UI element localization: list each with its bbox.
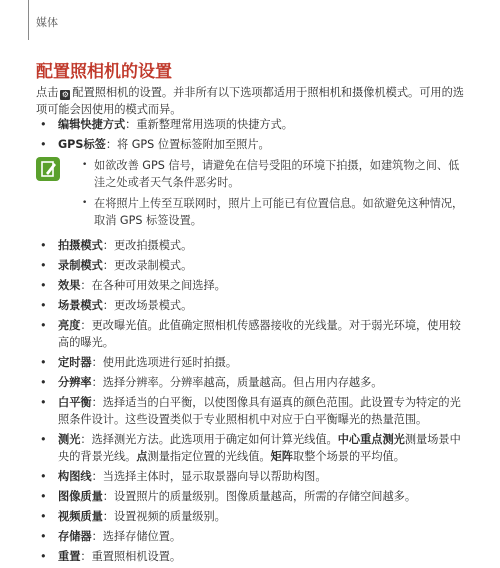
note-block [36, 157, 466, 229]
item-desc: ：选择分辨率。分辨率越高，质量越高。但占用内存越多。 [91, 376, 383, 389]
intro-prefix: 点击 [36, 86, 59, 99]
item-desc: ：更改拍摄模式。 [102, 239, 193, 252]
item-desc: ：在各种可用效果之间选择。 [80, 279, 226, 292]
item-desc: ：选择测光方法。此选项用于确定如何计算光线值。 [80, 433, 338, 446]
item-term: 中心重点测光 [337, 433, 405, 446]
list-item [36, 136, 466, 153]
list-item [36, 431, 466, 465]
item-term: 编辑快捷方式 [58, 118, 126, 131]
item-desc: ：更改曝光值。此值确定照相机传感器接收的光线量。对于弱光环境，使用较高的曝光。 [58, 319, 461, 349]
item-term: 拍摄模式 [58, 239, 103, 252]
item-term: 定时器 [58, 356, 92, 369]
list-item [36, 116, 466, 133]
header-divider [28, 0, 29, 40]
list-item [36, 317, 466, 351]
gear-icon: ⚙ [61, 90, 69, 99]
item-term: 图像质量 [58, 490, 103, 503]
item-desc: ：当选择主体时，显示取景器向导以帮助构图。 [91, 470, 327, 483]
section-label: 媒体 [36, 16, 58, 29]
note-item: • 在将照片上传至互联网时，照片上可能已有位置信息。如欲避免这种情况，取消 GPS 标签设置。 [80, 195, 466, 229]
item-term: 构图线 [58, 470, 92, 483]
list-item [36, 394, 466, 428]
item-desc: ：选择存储位置。 [91, 530, 182, 543]
item-desc: ：选择适当的白平衡，以使图像具有逼真的颜色范围。此设置专为特定的光照条件设计。这些设置类似于专业照相机中对应于白平衡曝光的热量范围。 [58, 396, 461, 426]
list-item [36, 374, 466, 391]
item-desc: ：使用此选项进行延时拍摄。 [91, 356, 238, 369]
list-item [36, 468, 466, 485]
item-term: 场景模式 [58, 299, 103, 312]
intro-paragraph [36, 84, 466, 118]
item-desc: 取整个场景的平均值。 [293, 450, 405, 463]
list-item [36, 277, 466, 294]
settings-list [36, 116, 466, 568]
item-term: 存储器 [58, 530, 92, 543]
list-item [36, 354, 466, 371]
note-pencil-icon [36, 157, 60, 181]
list-item [36, 508, 466, 525]
list-item [36, 548, 466, 565]
list-item [36, 488, 466, 505]
item-desc: ：设置视频的质量级别。 [102, 510, 226, 523]
item-term: 点 [136, 450, 148, 463]
item-desc: ：更改场景模式。 [102, 299, 193, 312]
item-term: 重置 [58, 550, 81, 563]
item-term: GPS标签 [58, 138, 106, 151]
list-item [36, 237, 466, 254]
item-term: 效果 [58, 279, 81, 292]
item-term: 白平衡 [58, 396, 92, 409]
list-item [36, 528, 466, 545]
item-desc: ：将 GPS 位置标签附加至照片。 [105, 138, 270, 151]
list-item [36, 297, 466, 314]
item-desc: ：更改录制模式。 [102, 259, 193, 272]
item-term: 测光 [58, 433, 81, 446]
item-desc: ：重新整理常用选项的快捷方式。 [125, 118, 293, 131]
intro-suffix: 配置照相机的设置。并非所有以下选项都适用于照相机和摄像机模式。可用的选项可能会因使用的模式而异。 [36, 86, 464, 116]
note-item: • 如欲改善 GPS 信号，请避免在信号受阻的环境下拍摄，如建筑物之间、低洼之处或者天气条件恶劣时。 [80, 157, 466, 191]
item-term: 视频质量 [58, 510, 103, 523]
item-desc: ：设置照片的质量级别。图像质量越高，所需的存储空间越多。 [102, 490, 417, 503]
page-title: 配置照相机的设置 [36, 62, 172, 82]
item-desc: 测量指定位置的光线值。 [147, 450, 271, 463]
list-item [36, 257, 466, 274]
item-term: 亮度 [58, 319, 81, 332]
item-term: 录制模式 [58, 259, 103, 272]
item-desc: 测量场景中央的背景光线。 [58, 433, 461, 463]
item-term: 分辨率 [58, 376, 92, 389]
item-term: 矩阵 [270, 450, 293, 463]
item-desc: ：重置照相机设置。 [80, 550, 182, 563]
